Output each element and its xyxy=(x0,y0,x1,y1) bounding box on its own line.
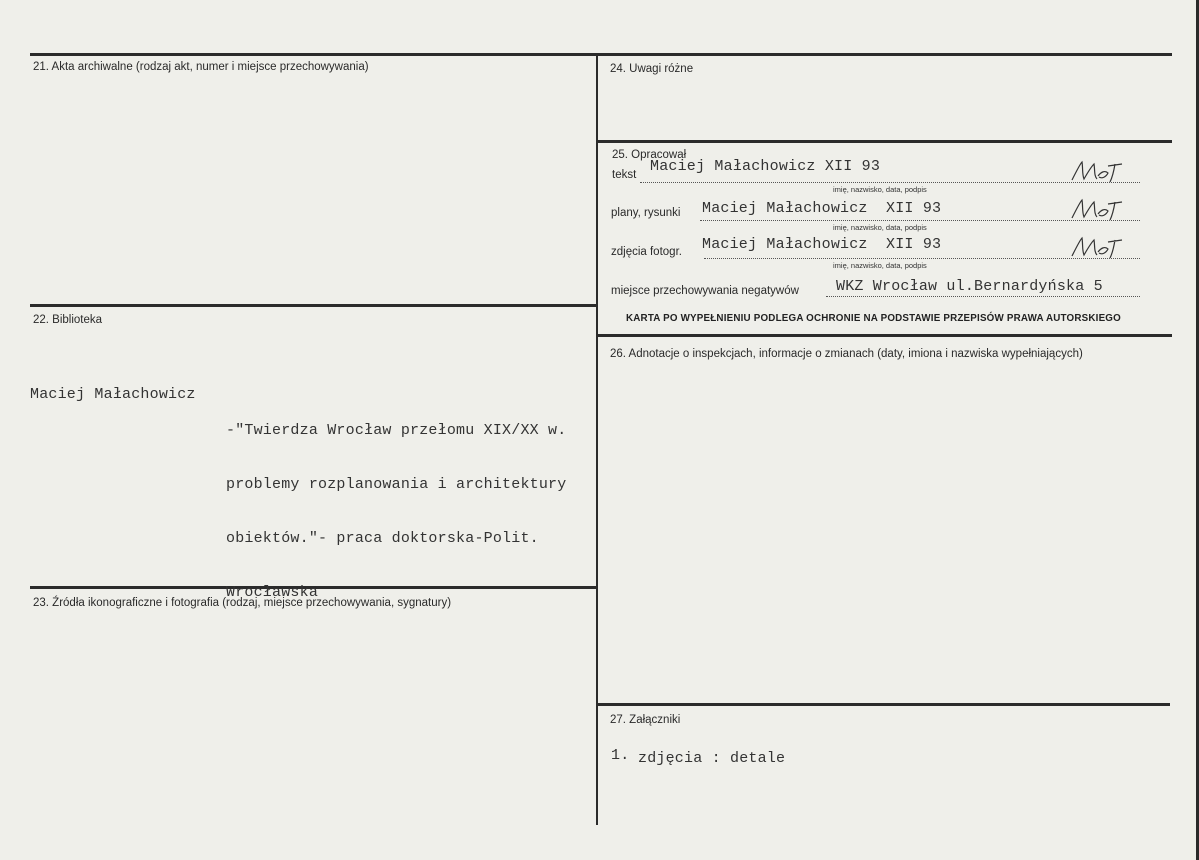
row-label-text: tekst xyxy=(612,169,637,181)
row-value-plans: Maciej Małachowicz XII 93 xyxy=(702,200,942,217)
negatives-label: miejsce przechowywania negatywów xyxy=(611,285,799,297)
signature-icon xyxy=(1068,234,1124,260)
center-divider xyxy=(596,53,598,825)
top-rule xyxy=(30,53,1172,56)
signature-icon xyxy=(1068,196,1124,222)
attachment-text: zdjęcia : detale xyxy=(638,750,786,767)
row-label-photos: zdjęcia fotogr. xyxy=(611,246,682,258)
rule-21-22 xyxy=(30,304,597,307)
row-label-plans: plany, rysunki xyxy=(611,207,681,219)
section-23-label: 23. Źródła ikonograficzne i fotografia (rodzaj, miejsce przechowywania, sygnatury) xyxy=(33,597,452,609)
bibliography-line: -"Twierdza Wrocław przełomu XIX/XX w. xyxy=(226,422,567,439)
bibliography-line: Wrocławska xyxy=(226,584,319,601)
bibliography-line: obiektów."- praca doktorska-Polit. xyxy=(226,530,539,547)
bibliography-line: problemy rozplanowania i architektury xyxy=(226,476,567,493)
section-27-label: 27. Załączniki xyxy=(610,714,681,726)
copyright-notice: KARTA PO WYPEŁNIENIU PODLEGA OCHRONIE NA PODSTAWIE PRZEPISÓW PRAWA AUTORSKIEGO xyxy=(626,313,1121,324)
signature-icon xyxy=(1068,158,1124,184)
row-caption: imię, nazwisko, data, podpis xyxy=(833,223,927,232)
row-caption: imię, nazwisko, data, podpis xyxy=(833,185,927,194)
section-24-label: 24. Uwagi różne xyxy=(610,63,694,75)
bibliography-entry xyxy=(30,352,566,672)
row-caption: imię, nazwisko, data, podpis xyxy=(833,261,927,270)
section-21-label: 21. Akta archiwalne (rodzaj akt, numer i miejsce przechowywania) xyxy=(33,61,369,73)
bibliography-author: Maciej Małachowicz xyxy=(30,386,196,403)
section-22-label: 22. Biblioteka xyxy=(33,314,103,326)
rule-24-25 xyxy=(597,140,1172,143)
fill-line xyxy=(640,182,1140,183)
negatives-value: WKZ Wrocław ul.Bernardyńska 5 xyxy=(836,278,1103,295)
row-value-photos: Maciej Małachowicz XII 93 xyxy=(702,236,942,253)
row-value-text: Maciej Małachowicz XII 93 xyxy=(650,158,881,175)
attachment-number: 1. xyxy=(611,747,630,764)
rule-25-26 xyxy=(597,334,1172,337)
section-25-label: 25. Opracował xyxy=(612,149,687,161)
fill-line xyxy=(826,296,1140,297)
section-26-label: 26. Adnotacje o inspekcjach, informacje o zmianach (daty, imiona i nazwiska wypełniających) xyxy=(610,348,1083,360)
rule-26-27 xyxy=(597,703,1170,706)
